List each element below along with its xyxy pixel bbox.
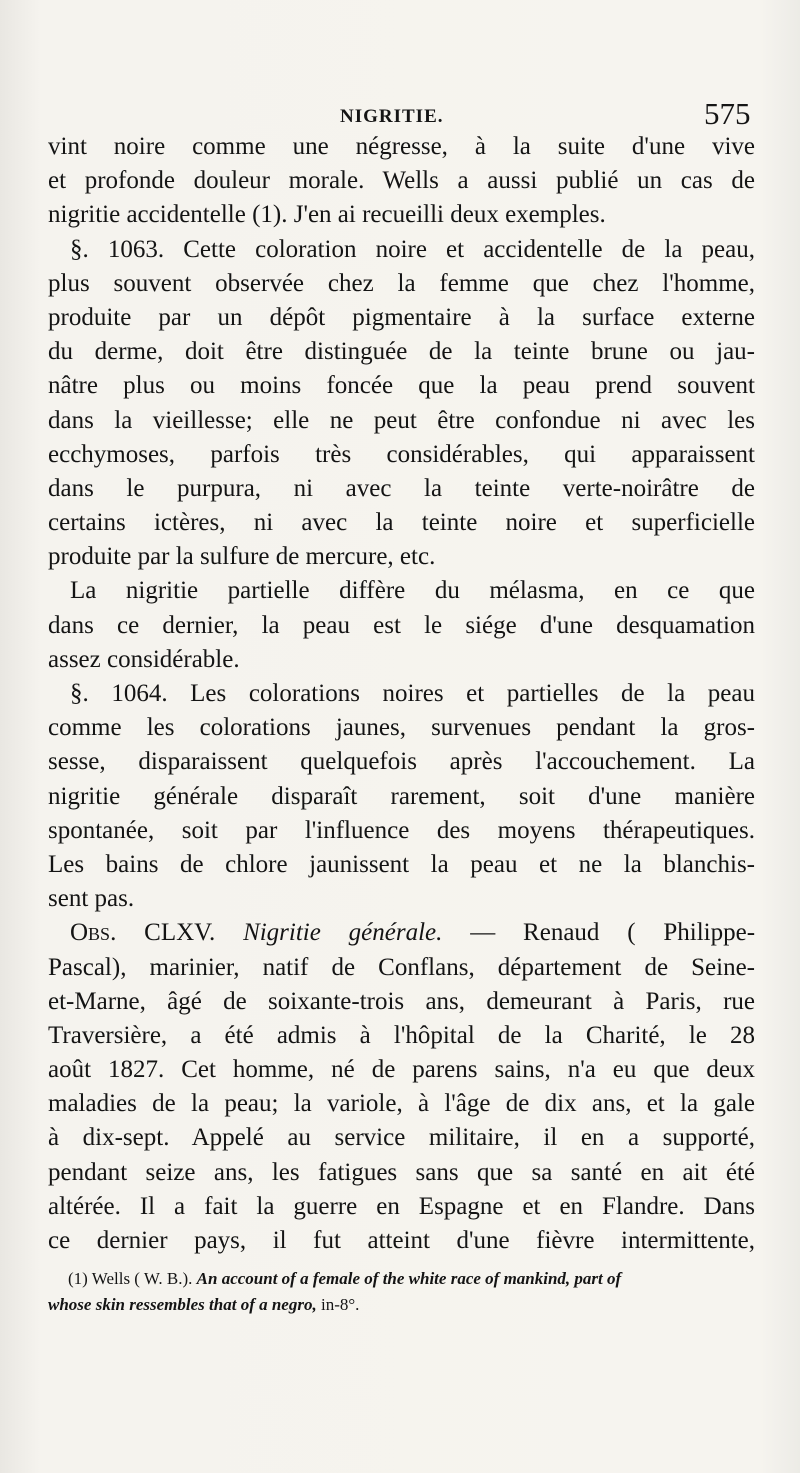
page-number: 575	[704, 96, 751, 131]
text-line: §. 1063. Cette coloration noire et accidentelle de la peau,	[70, 235, 755, 263]
text-line: Traversière, a été admis à l'hôpital de la Charité, le 28	[48, 1021, 755, 1049]
text-line: vint noire comme une négresse, à la suite d'une vive	[48, 133, 755, 160]
footnote-line	[48, 1266, 760, 1292]
text-line: plus souvent observée chez la femme que chez l'homme,	[48, 269, 755, 297]
footnote-suffix: in-8°.	[320, 1295, 360, 1314]
text-line: assez considérable.	[48, 645, 240, 673]
text-line: produite par un dépôt pigmentaire à la surface externe	[48, 303, 755, 331]
text-line: altérée. Il a fait la guerre en Espagne et en Flandre. Dans	[48, 1192, 755, 1220]
text-line: dans la vieillesse; elle ne peut être confondue ni avec les	[48, 406, 755, 434]
text-line: Les bains de chlore jaunissent la peau et ne la blanchis-	[48, 850, 755, 878]
footnote-title-part2: whose skin ressembles that of a negro,	[48, 1295, 317, 1314]
text-line: pendant seize ans, les fatigues sans que sa santé en ait été	[48, 1158, 755, 1186]
observation-dash: —	[470, 919, 496, 947]
text-line: dans ce dernier, la peau est le siége d'une desquamation	[48, 611, 755, 639]
footnote-line	[48, 1292, 760, 1318]
text-line: produite par la sulfure de mercure, etc.	[48, 543, 436, 571]
running-title: NIGRITIE.	[340, 106, 444, 127]
text-line: ce dernier pays, il fut atteint d'une fièvre intermittente,	[48, 1227, 755, 1254]
text-line: sent pas.	[48, 885, 135, 913]
text-line: §. 1064. Les colorations noires et partielles de la peau	[70, 680, 755, 707]
observation-title: Nigritie générale.	[243, 919, 443, 947]
text-line: ecchymoses, parfois très considérables, qui apparaissent	[48, 440, 755, 468]
footnote-prefix: (1) Wells ( W. B.).	[68, 1269, 193, 1288]
text-line: et-Marne, âgé de soixante-trois ans, demeurant à Paris, rue	[48, 987, 755, 1015]
observation-heading-line	[48, 916, 755, 950]
text-line: dans le purpura, ni avec la teinte verte-noirâtre de	[48, 474, 755, 502]
footnote-title-part1: An account of a female of the white race of mankind, part of	[196, 1269, 622, 1288]
text-line: comme les colorations jaunes, survenues pendant la gros-	[48, 714, 755, 742]
text-line: du derme, doit être distinguée de la teinte brune ou jau-	[48, 338, 755, 366]
text-line: spontanée, soit par l'influence des moyens thérapeutiques.	[48, 816, 755, 844]
text-line: et profonde douleur morale. Wells a aussi publié un cas de	[48, 167, 755, 195]
text-line: certains ictères, ni avec la teinte noire et superficielle	[48, 509, 755, 537]
footnote	[48, 1266, 760, 1318]
text-line: nigritie générale disparaît rarement, soit d'une manière	[48, 782, 755, 810]
text-line: Renaud ( Philippe-	[523, 919, 756, 947]
observation-label: Obs. CLXV.	[70, 919, 216, 947]
text-line: La nigritie partielle diffère du mélasma, en ce que	[70, 577, 755, 605]
text-line: à dix-sept. Appelé au service militaire, il en a supporté,	[48, 1124, 755, 1152]
text-line: maladies de la peau; la variole, à l'âge de dix ans, et la gale	[48, 1090, 755, 1118]
text-line: août 1827. Cet homme, né de parens sains, n'a eu que deux	[48, 1056, 755, 1084]
text-line: nâtre plus ou moins foncée que la peau prend souvent	[48, 372, 755, 400]
text-line: nigritie accidentelle (1). J'en ai recueilli deux exemples.	[48, 201, 606, 229]
text-line: sesse, disparaissent quelquefois après l'accouchement. La	[48, 748, 755, 776]
body-text	[48, 130, 755, 1258]
text-line: Pascal), marinier, natif de Conflans, département de Seine-	[48, 953, 755, 981]
